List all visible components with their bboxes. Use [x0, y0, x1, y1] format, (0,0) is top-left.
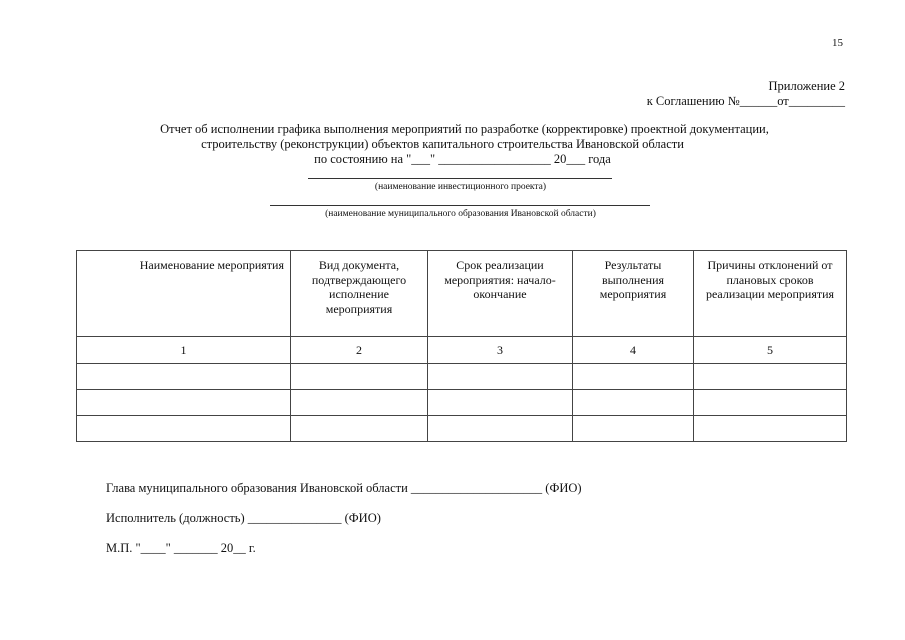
report-title-line-2: строительству (реконструкции) объектов капитального строительства Ивановской области [201, 137, 684, 151]
project-name-caption: (наименование инвестиционного проекта) [374, 182, 547, 192]
report-date-line: по состоянию на "___" __________________ 20___ года [314, 152, 611, 166]
column-number: 5 [694, 337, 847, 364]
column-number: 2 [291, 337, 428, 364]
table-cell [694, 416, 847, 442]
report-table [76, 250, 847, 442]
table-cell [77, 364, 291, 390]
table-number-row [77, 337, 847, 364]
table-cell [694, 364, 847, 390]
table-cell [291, 390, 428, 416]
table-cell [573, 416, 694, 442]
appendix-title: Приложение 2 [768, 79, 845, 93]
municipality-name-line [270, 205, 650, 206]
report-title-line-1: Отчет об исполнении графика выполнения мероприятий по разработке (корректировке) проектной документации, [160, 122, 769, 136]
header-activity-name: Наименование мероприятия [77, 251, 291, 337]
table-cell [428, 390, 573, 416]
table-cell [573, 390, 694, 416]
column-number: 4 [573, 337, 694, 364]
project-name-line [308, 178, 612, 179]
page-number: 15 [832, 37, 843, 49]
table-cell [573, 364, 694, 390]
header-deviation-reasons: Причины отклонений от плановых сроков реализации мероприятия [694, 251, 847, 337]
municipality-name-caption: (наименование муниципального образования Ивановской области) [325, 209, 596, 219]
table-cell [77, 390, 291, 416]
table-row [77, 416, 847, 442]
table-cell [428, 416, 573, 442]
header-results: Результаты выполнения мероприятия [573, 251, 694, 337]
column-number: 3 [428, 337, 573, 364]
table-cell [291, 416, 428, 442]
table-cell [77, 416, 291, 442]
header-document-type: Вид документа, подтверждающего исполнение мероприятия [291, 251, 428, 337]
table-cell [694, 390, 847, 416]
table-header-row [77, 251, 847, 337]
column-number: 1 [77, 337, 291, 364]
header-deadline: Срок реализации мероприятия: начало-окончание [428, 251, 573, 337]
appendix-agreement: к Соглашению №______от_________ [646, 94, 845, 108]
table-cell [291, 364, 428, 390]
table-row [77, 390, 847, 416]
table-cell [428, 364, 573, 390]
head-signature-line: Глава муниципального образования Ивановской области _____________________ (ФИО) [106, 481, 582, 495]
stamp-date-line: М.П. "____" _______ 20__ г. [106, 541, 256, 555]
executor-signature-line: Исполнитель (должность) _______________ (ФИО) [106, 511, 381, 525]
table-row [77, 364, 847, 390]
